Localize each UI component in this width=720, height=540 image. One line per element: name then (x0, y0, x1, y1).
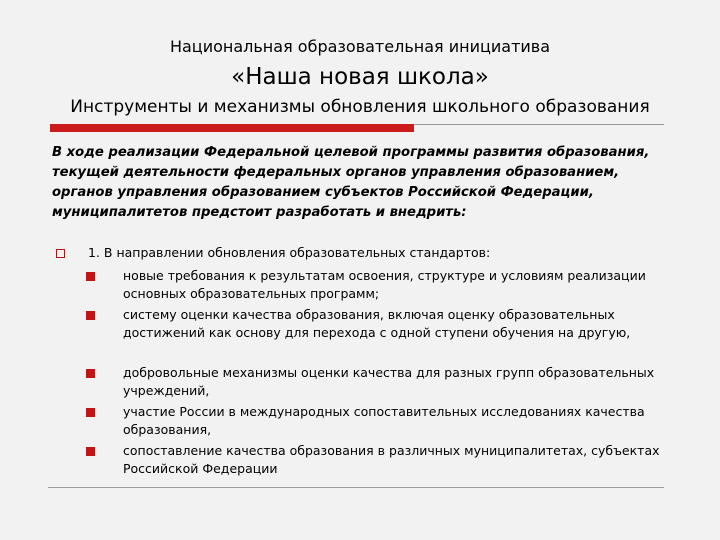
list-item-text: участие России в международных сопоставительных исследованиях качества образования, (123, 404, 645, 437)
list-item-text: добровольные механизмы оценки качества для разных групп образовательных учреждений, (123, 365, 655, 398)
accent-rule (50, 124, 414, 132)
square-bullet-icon (86, 447, 95, 456)
square-bullet-icon (86, 369, 95, 378)
header-rule (414, 124, 664, 125)
item-1-label: 1. В направлении обновления образовательных стандартов: (88, 245, 491, 260)
list-item-text: систему оценки качества образования, включая оценку образовательных достижений как основу для перехода с одной ступени обучения на другую, (123, 307, 631, 340)
list-item-text: новые требования к результатам освоения, структуре и условиям реализации основных образовательных программ; (123, 268, 646, 301)
hollow-square-bullet-icon (56, 249, 65, 258)
footer-rule (48, 487, 664, 488)
square-bullet-icon (86, 272, 95, 281)
intro-paragraph: В ходе реализации Федеральной целевой программы развития образования, текущей деятельности федеральных органов управления образованием, органов управления образованием субъектов Российской Федерации, муниципалитетов предстоит разработать и внедрить: (52, 145, 650, 220)
header-subtitle: Национальная образовательная инициатива (169, 37, 551, 56)
header-heading: Инструменты и механизмы обновления школьного образования (70, 97, 650, 117)
header-title: «Наша новая школа» (231, 64, 489, 90)
square-bullet-icon (86, 311, 95, 320)
list-item-text: сопоставление качества образования в различных муниципалитетах, субъектах Российской Федерации (123, 443, 660, 476)
square-bullet-icon (86, 408, 95, 417)
